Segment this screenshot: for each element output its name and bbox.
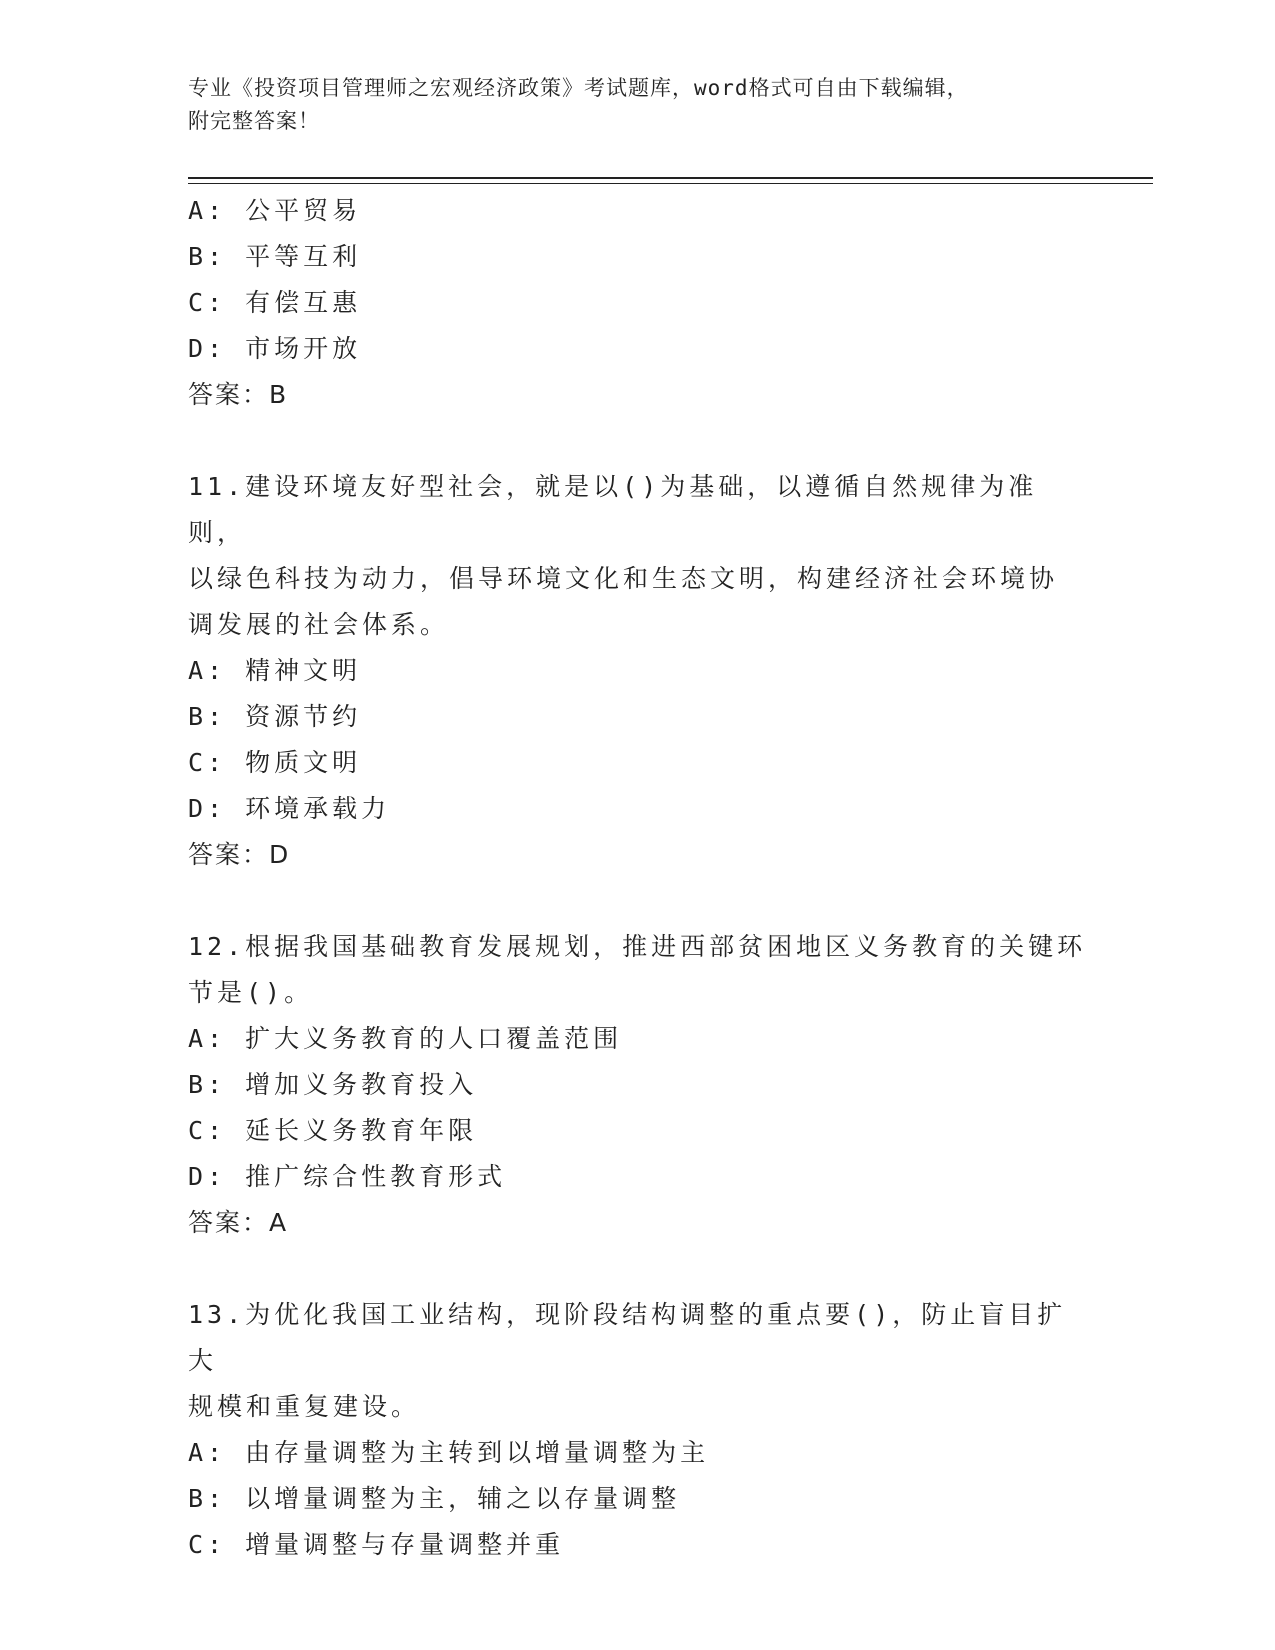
option-a: A: 公平贸易 — [188, 196, 362, 225]
option-a: A: 由存量调整为主转到以增量调整为主 — [188, 1438, 710, 1467]
question-10 — [188, 188, 1088, 418]
question-stem-line: 12.根据我国基础教育发展规划，推进西部贫困地区义务教育的关键环 — [188, 932, 1087, 961]
document-header — [188, 72, 1088, 138]
option-a: A: 精神文明 — [188, 656, 362, 685]
option-c: C: 增量调整与存量调整并重 — [188, 1530, 565, 1559]
question-13 — [188, 1292, 1088, 1568]
option-b: B: 增加义务教育投入 — [188, 1070, 478, 1099]
answer: 答案：B — [188, 380, 289, 409]
answer: 答案：D — [188, 840, 291, 869]
option-b: B: 以增量调整为主，辅之以存量调整 — [188, 1484, 681, 1513]
option-c: C: 有偿互惠 — [188, 288, 362, 317]
header-divider-thin — [188, 183, 1153, 184]
answer: 答案：A — [188, 1208, 289, 1237]
question-12 — [188, 924, 1088, 1246]
option-d: D: 市场开放 — [188, 334, 362, 363]
option-b: B: 平等互利 — [188, 242, 362, 271]
option-d: D: 环境承载力 — [188, 794, 391, 823]
option-d: D: 推广综合性教育形式 — [188, 1162, 507, 1191]
spacer — [188, 878, 1088, 924]
question-stem-line: 调发展的社会体系。 — [188, 610, 450, 639]
option-c: C: 延长义务教育年限 — [188, 1116, 478, 1145]
question-stem-line: 规模和重复建设。 — [188, 1392, 421, 1421]
header-line-2: 附完整答案！ — [188, 109, 320, 133]
spacer — [188, 1246, 1088, 1292]
header-divider-thick — [188, 177, 1153, 179]
option-c: C: 物质文明 — [188, 748, 362, 777]
header-line-1: 专业《投资项目管理师之宏观经济政策》考试题库，word格式可自由下载编辑， — [188, 76, 969, 100]
question-stem-line: 节是()。 — [188, 978, 314, 1007]
question-stem-line: 11.建设环境友好型社会，就是以()为基础，以遵循自然规律为准则， — [188, 472, 1038, 547]
question-11 — [188, 464, 1088, 878]
question-stem-line: 以绿色科技为动力，倡导环境文化和生态文明，构建经济社会环境协 — [188, 564, 1059, 593]
question-stem-line: 13.为优化我国工业结构，现阶段结构调整的重点要()，防止盲目扩大 — [188, 1300, 1067, 1375]
option-a: A: 扩大义务教育的人口覆盖范围 — [188, 1024, 623, 1053]
spacer — [188, 418, 1088, 464]
document-body — [188, 188, 1088, 1568]
option-b: B: 资源节约 — [188, 702, 362, 731]
